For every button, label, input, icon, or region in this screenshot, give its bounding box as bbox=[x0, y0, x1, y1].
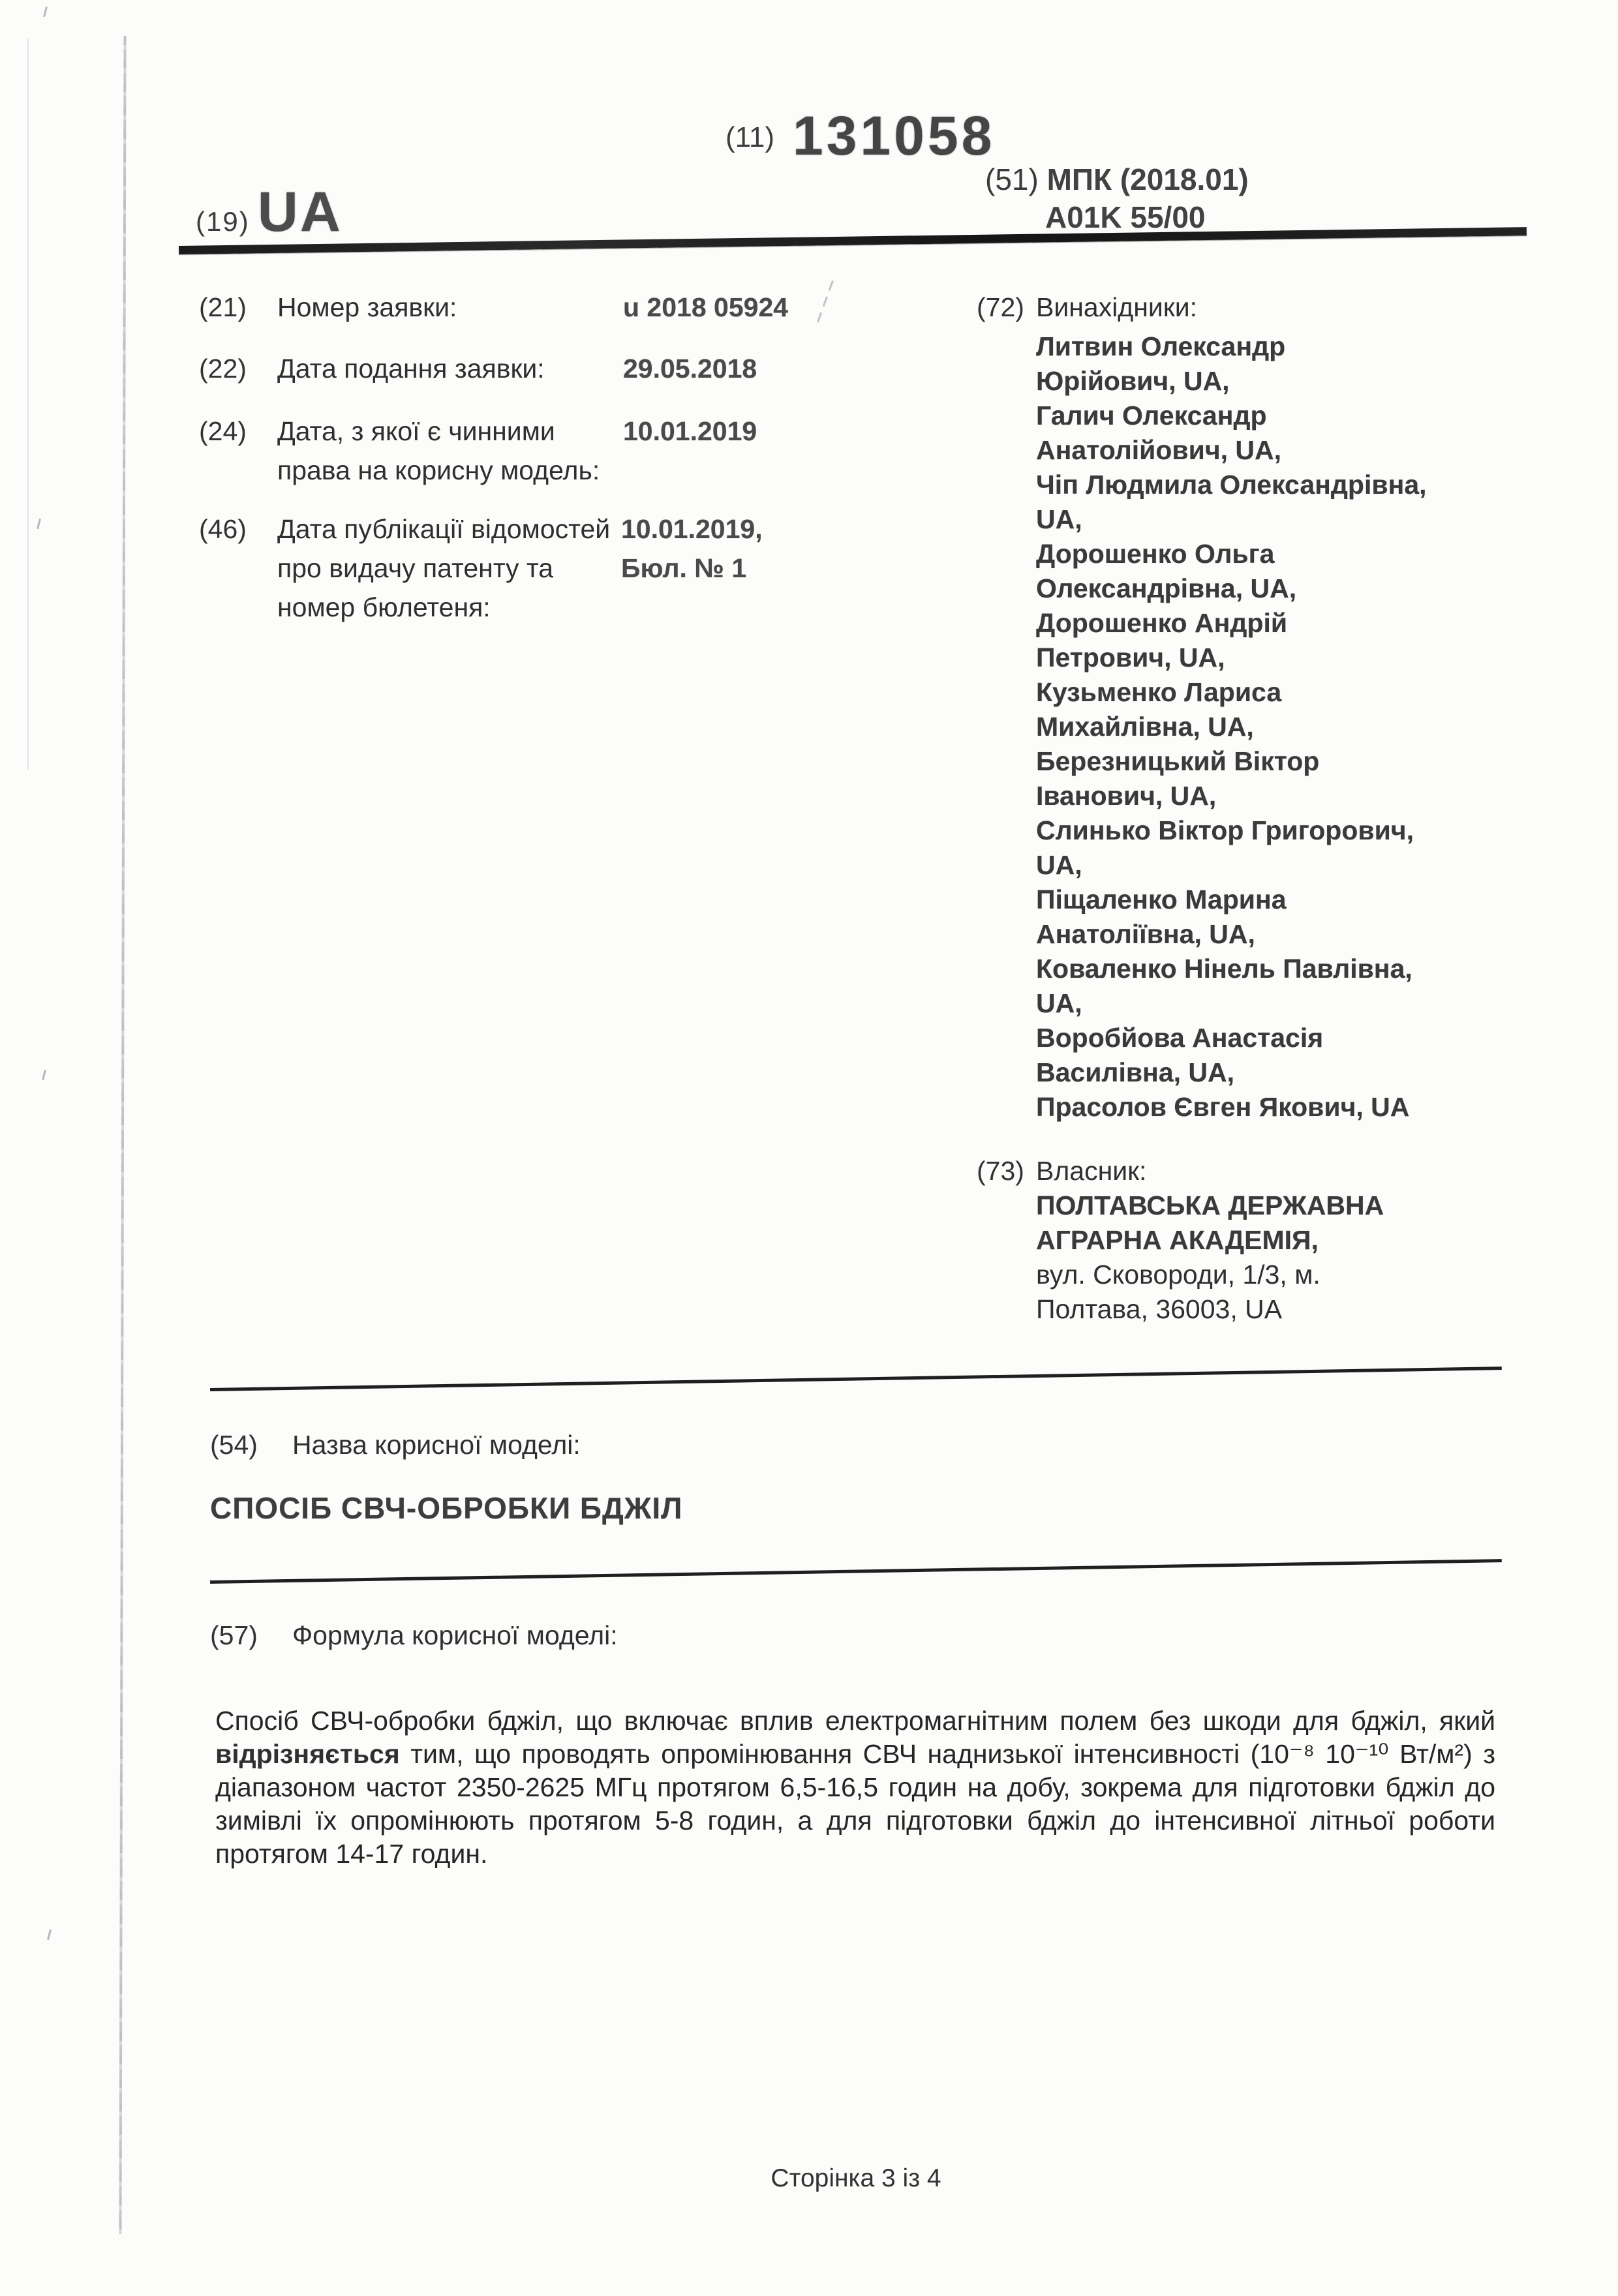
owner-block bbox=[1036, 1188, 1384, 1327]
section-divider-rule bbox=[210, 1367, 1502, 1391]
page-number: Сторінка 3 із 4 bbox=[771, 2164, 941, 2192]
claim-bold-word: відрізняється bbox=[215, 1739, 400, 1769]
scan-speck bbox=[37, 519, 41, 529]
field-24-label-line1: Дата, з якої є чинними bbox=[277, 416, 555, 446]
scan-speck bbox=[43, 7, 48, 17]
inventor-line: Коваленко Нінель Павлівна, bbox=[1036, 954, 1412, 984]
inventor-line: Анатоліївна, UA, bbox=[1036, 919, 1255, 949]
inventor-line: Чіп Людмила Олександрівна, bbox=[1036, 470, 1427, 500]
field-57-label: Формула корисної моделі: bbox=[292, 1620, 618, 1650]
publication-number-block bbox=[725, 104, 995, 168]
inid-51-code: (51) bbox=[985, 162, 1039, 196]
inventor-line: Прасолов Євген Якович, UA bbox=[1036, 1092, 1410, 1122]
field-21-value: u 2018 05924 bbox=[623, 292, 789, 322]
ipc-block bbox=[985, 160, 1249, 236]
owner-address-line2: Полтава, 36003, UA bbox=[1036, 1294, 1283, 1324]
field-21-code: (21) bbox=[199, 292, 247, 322]
field-46-code: (46) bbox=[199, 514, 247, 544]
country-code: UA bbox=[257, 181, 343, 243]
claim-part1: Спосіб СВЧ-обробки бджіл, що включає вплив електромагнітним полем без шкоди для бджіл, який bbox=[215, 1706, 1495, 1736]
ipc-edition: МПК (2018.01) bbox=[1046, 162, 1249, 196]
scan-speck bbox=[42, 1070, 46, 1080]
field-22-value: 29.05.2018 bbox=[623, 354, 757, 384]
inid-11-code: (11) bbox=[725, 121, 774, 153]
scan-edge-line-faint bbox=[27, 39, 29, 770]
inventor-line: Литвин Олександр bbox=[1036, 331, 1286, 361]
field-73-label: Власник: bbox=[1036, 1156, 1147, 1186]
inventor-line: Олександрівна, UA, bbox=[1036, 573, 1297, 603]
field-24-value: 10.01.2019 bbox=[623, 416, 757, 446]
inventor-line: Анатолійович, UA, bbox=[1036, 435, 1282, 465]
field-54-label: Назва корисної моделі: bbox=[292, 1430, 581, 1460]
inid-19-code: (19) bbox=[196, 206, 250, 237]
claim-part2: тим, що проводять опромінювання СВЧ наднизької інтенсивності (10⁻⁸ 10⁻¹⁰ Вт/м²) з діапазоном частот 2350-2625 МГц протягом 6,5-16,5 годин на добу, зокрема для підготовки бджіл до зимівлі їх опромінюють протягом 5-8 годин, а для підготовки бджіл до інтенсивної літньої роботи протягом 14-17 годин. bbox=[215, 1739, 1495, 1869]
field-73-code: (73) bbox=[977, 1156, 1024, 1186]
section-divider-rule bbox=[210, 1559, 1502, 1584]
inventor-line: Михайлівна, UA, bbox=[1036, 712, 1254, 742]
inventor-line: Василівна, UA, bbox=[1036, 1057, 1235, 1087]
field-72-code: (72) bbox=[977, 292, 1024, 322]
field-24-label-line2: права на корисну модель: bbox=[277, 455, 600, 485]
field-22-code: (22) bbox=[199, 354, 247, 384]
inventor-line: UA, bbox=[1036, 504, 1082, 534]
inventor-line: UA, bbox=[1036, 850, 1082, 880]
claim-text bbox=[215, 1704, 1495, 1871]
inventor-line: Дорошенко Ольга bbox=[1036, 539, 1275, 569]
country-code-block bbox=[196, 180, 343, 245]
inventor-line: Галич Олександр bbox=[1036, 400, 1267, 430]
field-24-code: (24) bbox=[199, 416, 247, 446]
inventor-line: Кузьменко Лариса bbox=[1036, 677, 1282, 707]
inventor-line: Юрійович, UA, bbox=[1036, 366, 1230, 396]
owner-name-line1: ПОЛТАВСЬКА ДЕРЖАВНА bbox=[1036, 1190, 1384, 1220]
publication-number: 131058 bbox=[792, 105, 996, 166]
inventor-line: Петрович, UA, bbox=[1036, 642, 1225, 672]
scan-edge-line bbox=[119, 36, 126, 2234]
owner-address-line1: вул. Сковороди, 1/3, м. bbox=[1036, 1260, 1320, 1290]
inventor-line: Піщаленко Марина bbox=[1036, 884, 1287, 914]
field-22-label: Дата подання заявки: bbox=[277, 354, 545, 384]
field-21-label: Номер заявки: bbox=[277, 292, 457, 322]
inventor-line: Іванович, UA, bbox=[1036, 781, 1217, 811]
ipc-line1 bbox=[985, 160, 1249, 198]
field-46-value-line2: Бюл. № 1 bbox=[621, 553, 747, 583]
scan-pen-mark bbox=[815, 280, 834, 327]
field-72-label: Винахідники: bbox=[1036, 292, 1198, 322]
inventor-line: Березницький Віктор bbox=[1036, 746, 1320, 776]
field-54-code: (54) bbox=[210, 1430, 258, 1460]
field-57-code: (57) bbox=[210, 1620, 258, 1650]
field-46-label-line3: номер бюлетеня: bbox=[277, 592, 491, 622]
utility-model-title: СПОСІБ СВЧ-ОБРОБКИ БДЖІЛ bbox=[210, 1491, 683, 1525]
ipc-classification: A01K 55/00 bbox=[1045, 200, 1206, 234]
field-46-value-line1: 10.01.2019, bbox=[621, 514, 763, 544]
inventor-line: Слинько Віктор Григорович, bbox=[1036, 815, 1414, 845]
inventor-line: Дорошенко Андрій bbox=[1036, 608, 1288, 638]
header-divider-bar bbox=[179, 227, 1527, 254]
inventor-line: Воробйова Анастасія bbox=[1036, 1023, 1324, 1053]
inventor-line: UA, bbox=[1036, 988, 1082, 1018]
scan-speck bbox=[47, 1929, 52, 1940]
inventors-list bbox=[1036, 329, 1427, 1125]
field-46-label-line1: Дата публікації відомостей bbox=[277, 514, 611, 544]
owner-name-line2: АГРАРНА АКАДЕМІЯ, bbox=[1036, 1225, 1319, 1255]
field-46-label-line2: про видачу патенту та bbox=[277, 553, 554, 583]
